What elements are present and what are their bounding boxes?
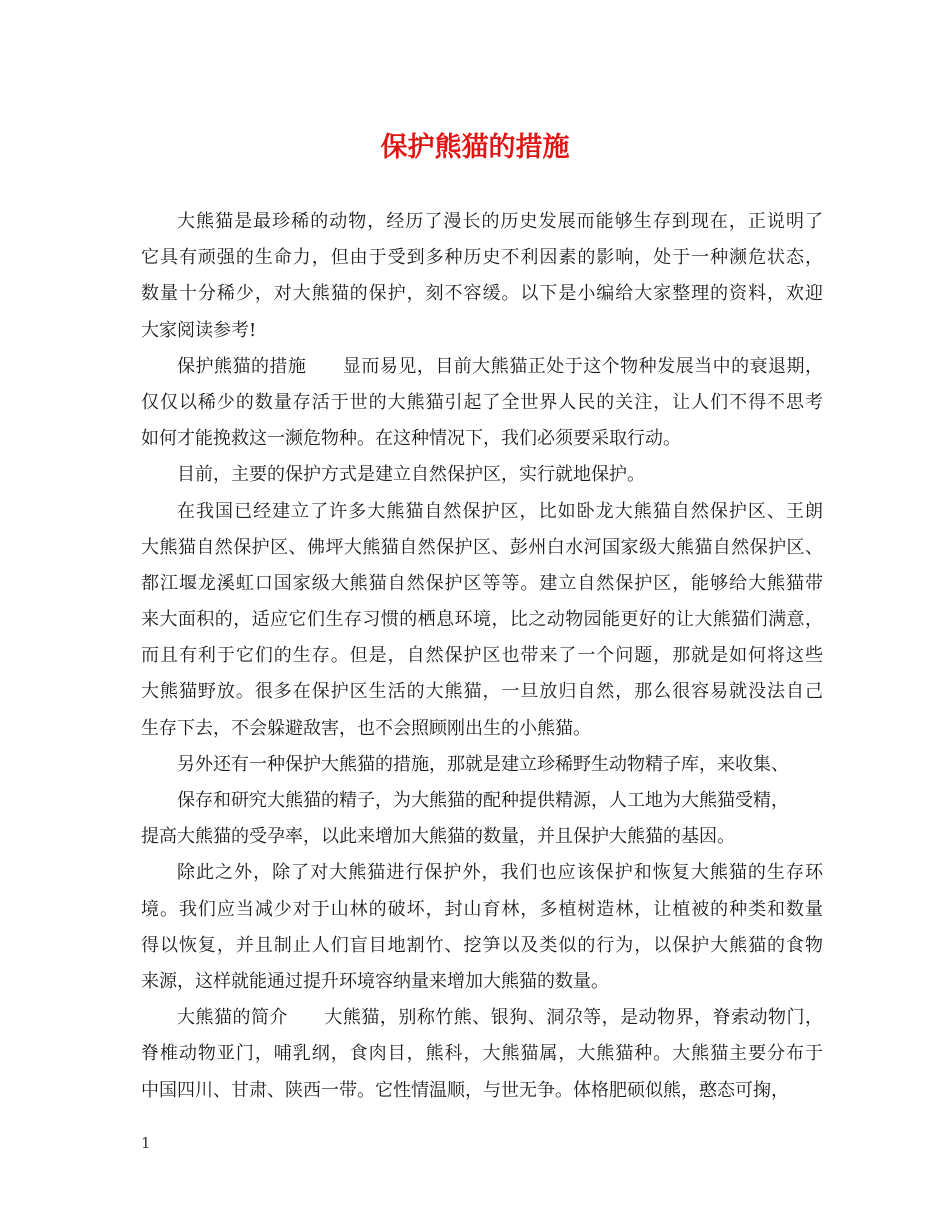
paragraph-line: 提高大熊猫的受孕率，以此来增加大熊猫的数量，并且保护大熊猫的基因。 — [141, 826, 735, 848]
paragraph-line: 大熊猫自然保护区、佛坪大熊猫自然保护区、彭州白水河国家级大熊猫自然保护区、 — [141, 536, 823, 558]
document-body — [141, 204, 823, 1109]
document-title: 保护熊猫的措施 — [380, 132, 570, 163]
paragraph-line: 大熊猫是最珍稀的动物，经历了漫长的历史发展而能够生存到现在，正说明了 — [177, 211, 823, 232]
paragraph-line: 来源，这样就能通过提升环境容纳量来增加大熊猫的数量。 — [141, 970, 609, 992]
paragraph-line: 大熊猫野放。很多在保护区生活的大熊猫，一旦放归自然，那么很容易就没法自己 — [141, 681, 823, 703]
paragraph-line — [141, 349, 823, 385]
paragraph-line: 如何才能挽救这一濒危物种。在这种情况下，我们必须要采取行动。 — [141, 428, 681, 450]
paragraph-line: 大家阅读参考! — [141, 319, 257, 341]
paragraph-line: 来大面积的，适应它们生存习惯的栖息环境，比之动物园能更好的让大熊猫们满意， — [141, 609, 823, 631]
paragraph-line — [141, 1000, 823, 1036]
paragraph-line: 目前，主要的保护方式是建立自然保护区，实行就地保护。 — [177, 464, 645, 486]
paragraph-line: 仅仅以稀少的数量存活于世的大熊猫引起了全世界人民的关注，让人们不得不思考 — [141, 391, 823, 413]
paragraph-line: 保存和研究大熊猫的精子，为大熊猫的配种提供精源，人工地为大熊猫受精， — [177, 790, 789, 811]
paragraph-line: 得以恢复，并且制止人们盲目地割竹、挖笋以及类似的行为，以保护大熊猫的食物 — [141, 934, 823, 956]
paragraph-line: 在我国已经建立了许多大熊猫自然保护区，比如卧龙大熊猫自然保护区、王朗 — [177, 500, 823, 522]
section-heading-introduction: 大熊猫的简介 — [177, 1007, 288, 1029]
paragraph-line: 另外还有一种保护大熊猫的措施，那就是建立珍稀野生动物精子库，来收集、 — [177, 753, 789, 775]
paragraph-line: 数量十分稀少，对大熊猫的保护，刻不容缓。以下是小编给大家整理的资料，欢迎 — [141, 283, 823, 305]
paragraph-line: 除此之外，除了对大熊猫进行保护外，我们也应该保护和恢复大熊猫的生存环 — [177, 862, 823, 884]
paragraph-line: 境。我们应当减少对于山林的破坏，封山育林，多植树造林，让植被的种类和数量 — [141, 898, 823, 920]
paragraph-line: 脊椎动物亚门，哺乳纲，食肉目，熊科，大熊猫属，大熊猫种。大熊猫主要分布于 — [141, 1043, 823, 1065]
paragraph-line: 生存下去，不会躲避敌害，也不会照顾刚出生的小熊猫。 — [141, 717, 591, 739]
paragraph-line: 都江堰龙溪虹口国家级大熊猫自然保护区等等。建立自然保护区，能够给大熊猫带 — [141, 572, 823, 594]
paragraph-text: 显而易见，目前大熊猫正处于这个物种发展当中的衰退期， — [342, 355, 823, 377]
page-number: 1 — [141, 1134, 151, 1152]
paragraph-text: 大熊猫，别称竹熊、银狗、洞尕等，是动物界，脊索动物门， — [323, 1007, 823, 1029]
section-heading-protection: 保护熊猫的措施 — [177, 355, 307, 377]
paragraph-line: 它具有顽强的生命力，但由于受到多种历史不利因素的影响，处于一种濒危状态， — [141, 247, 823, 269]
paragraph-line: 中国四川、甘肃、陕西一带。它性情温顺，与世无争。体格肥硕似熊，憨态可掬， — [141, 1079, 789, 1101]
paragraph-line: 而且有利于它们的生存。但是，自然保护区也带来了一个问题，那就是如何将这些 — [141, 645, 823, 667]
